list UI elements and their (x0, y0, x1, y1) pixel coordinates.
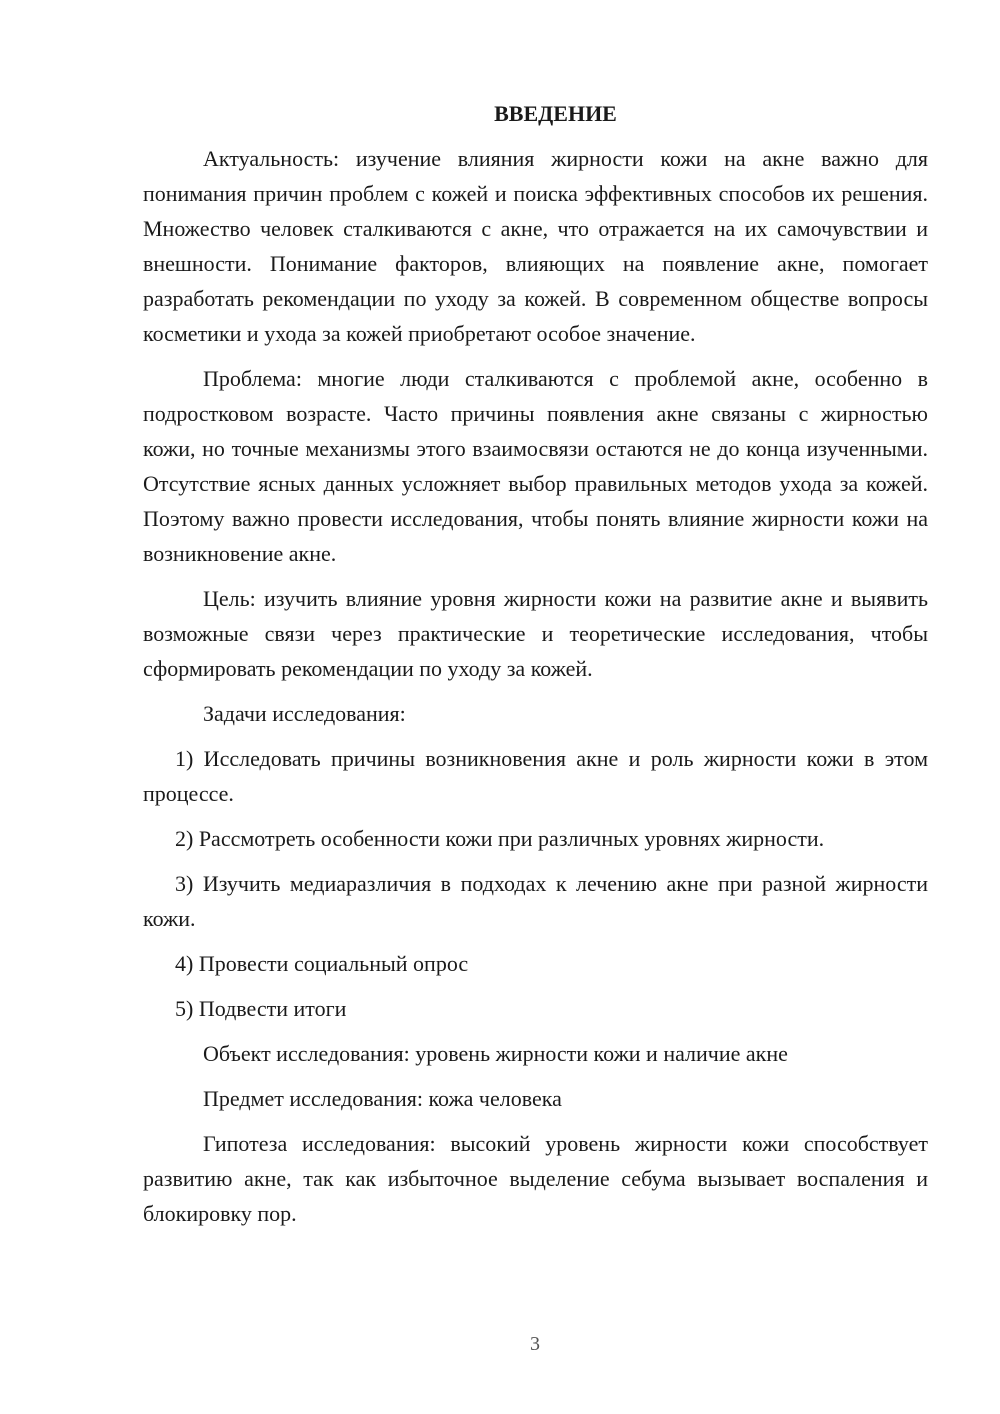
page-title: ВВЕДЕНИЕ (494, 101, 617, 126)
task-item: 1) Исследовать причины возникновения акне и роль жирности кожи в этом процессе. (143, 746, 928, 806)
task-item: 4) Провести социальный опрос (175, 951, 469, 976)
task-item: 3) Изучить медиаразличия в подходах к лечению акне при разной жирности кожи. (143, 871, 928, 931)
task-item: 2) Рассмотреть особенности кожи при различных уровнях жирности. (175, 826, 825, 851)
hypothesis-paragraph: Гипотеза исследования: высокий уровень жирности кожи способствует развитию акне, так как избыточное выделение себума вызывает воспаления и блокировку пор. (143, 1131, 928, 1226)
document-body (143, 96, 928, 1231)
tasks-heading: Задачи исследования: (203, 701, 406, 726)
page-number: 3 (530, 1333, 540, 1355)
goal-paragraph: Цель: изучить влияние уровня жирности кожи на развитие акне и выявить возможные связи через практические и теоретические исследования, чтобы сформировать рекомендации по уходу за кожей. (143, 586, 928, 681)
problem-paragraph: Проблема: многие люди сталкиваются с проблемой акне, особенно в подростковом возрасте. Часто причины появления акне связаны с жирностью кожи, но точные механизмы этого взаимосвязи остаются не до конца изученными. Отсутствие ясных данных усложняет выбор правильных методов ухода за кожей. Поэтому важно провести исследования, чтобы понять влияние жирности кожи на возникновение акне. (143, 366, 928, 566)
object-paragraph: Объект исследования: уровень жирности кожи и наличие акне (203, 1041, 788, 1066)
subject-paragraph: Предмет исследования: кожа человека (203, 1086, 562, 1111)
relevance-paragraph: Актуальность: изучение влияния жирности кожи на акне важно для понимания причин проблем с кожей и поиска эффективных способов их решения. Множество человек сталкиваются с акне, что отражается на их самочувствии и внешности. Понимание факторов, влияющих на появление акне, помогает разработать рекомендации по уходу за кожей. В современном обществе вопросы косметики и ухода за кожей приобретают особое значение. (143, 146, 928, 346)
task-item: 5) Подвести итоги (175, 996, 347, 1021)
